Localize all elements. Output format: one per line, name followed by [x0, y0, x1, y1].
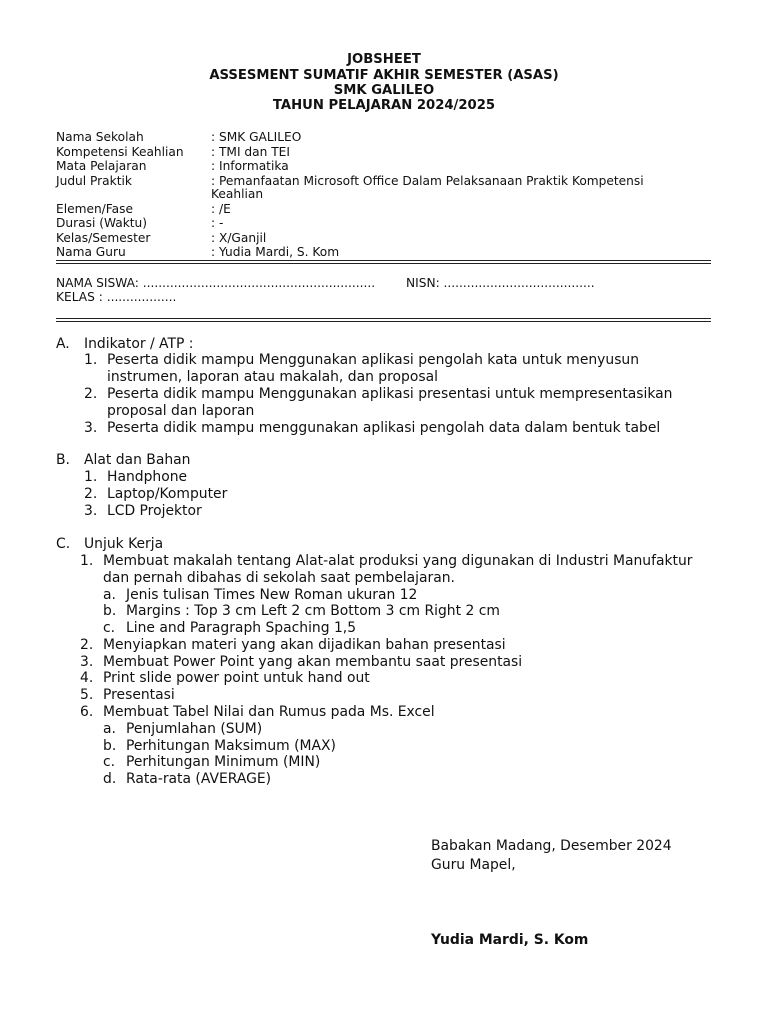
sublist-item: Rata-rata (AVERAGE) — [126, 771, 272, 787]
info-value: : Yudia Mardi, S. Kom — [211, 245, 340, 259]
info-value-continued: Keahlian — [211, 187, 264, 201]
list-item: LCD Projektor — [107, 503, 202, 519]
divider — [56, 260, 711, 261]
section-marker: A. — [56, 336, 70, 352]
school-year: TAHUN PELAJARAN 2024/2025 — [272, 98, 496, 113]
info-value: : /E — [211, 201, 231, 216]
list-item: Peserta didik mampu menggunakan aplikasi pengolah data dalam bentuk tabel — [107, 420, 661, 436]
info-value: : X/Ganjil — [211, 230, 267, 245]
info-label: Nama Sekolah — [56, 130, 144, 144]
school-name: SMK GALILEO — [333, 83, 435, 98]
list-item: Handphone — [107, 469, 188, 485]
info-label: Durasi (Waktu) — [56, 216, 148, 230]
sublist-item: Line and Paragraph Spaching 1,5 — [126, 620, 357, 636]
sublist-marker: c. — [103, 620, 116, 636]
list-number: 4. — [80, 670, 94, 686]
student-class-field: KELAS : .................. — [56, 290, 177, 304]
divider — [56, 318, 711, 319]
info-label: Kelas/Semester — [56, 230, 151, 245]
student-name-field: NAMA SISWA: ............................................................ — [56, 276, 376, 290]
list-item-continued: instrumen, laporan atau makalah, dan proposal — [107, 369, 438, 385]
list-item: Membuat Power Point yang akan membantu saat presentasi — [103, 654, 523, 670]
list-item: Menyiapkan materi yang akan dijadikan bahan presentasi — [103, 637, 506, 653]
list-item: Presentasi — [103, 687, 175, 703]
section-title: Alat dan Bahan — [84, 452, 191, 468]
list-item: Laptop/Komputer — [107, 486, 228, 502]
sublist-marker: a. — [103, 587, 116, 603]
list-number: 3. — [84, 503, 98, 519]
section-marker: C. — [56, 536, 71, 552]
list-number: 2. — [84, 386, 98, 402]
info-label: Elemen/Fase — [56, 201, 133, 216]
list-number: 5. — [80, 687, 94, 703]
list-number: 3. — [80, 654, 94, 670]
list-item-continued: dan pernah dibahas di sekolah saat pembelajaran. — [103, 570, 455, 586]
info-table — [56, 130, 711, 260]
info-label: Judul Praktik — [56, 173, 132, 188]
list-number: 1. — [80, 553, 94, 569]
section-title: Indikator / ATP : — [84, 336, 194, 352]
list-item: Membuat makalah tentang Alat-alat produksi yang digunakan di Industri Manufaktur — [103, 553, 693, 569]
list-item: Peserta didik mampu Menggunakan aplikasi presentasi untuk mempresentasikan — [107, 386, 673, 402]
section-marker: B. — [56, 452, 70, 468]
sublist-marker: c. — [103, 754, 116, 770]
divider — [56, 321, 711, 322]
signer-role: Guru Mapel, — [431, 857, 516, 873]
list-number: 3. — [84, 420, 98, 436]
sublist-marker: a. — [103, 721, 116, 737]
doc-subtitle: ASSESMENT SUMATIF AKHIR SEMESTER (ASAS) — [209, 68, 559, 83]
sublist-item: Jenis tulisan Times New Roman ukuran 12 — [126, 587, 418, 603]
sublist-item: Penjumlahan (SUM) — [126, 721, 263, 737]
sublist-marker: b. — [103, 738, 117, 754]
list-item: Print slide power point untuk hand out — [103, 670, 370, 686]
list-item-continued: proposal dan laporan — [107, 403, 255, 419]
list-number: 2. — [84, 486, 98, 502]
info-value: : TMI dan TEI — [211, 144, 290, 159]
sublist-item: Margins : Top 3 cm Left 2 cm Bottom 3 cm Right 2 cm — [126, 603, 500, 619]
list-number: 6. — [80, 704, 94, 720]
info-value: : SMK GALILEO — [211, 130, 302, 144]
doc-title: JOBSHEET — [347, 52, 421, 67]
place-date: Babakan Madang, Desember 2024 — [431, 838, 672, 854]
student-nisn-field: NISN: ....................................... — [406, 276, 595, 290]
list-number: 1. — [84, 352, 98, 368]
info-label: Kompetensi Keahlian — [56, 144, 184, 159]
list-item: Membuat Tabel Nilai dan Rumus pada Ms. Excel — [103, 704, 435, 720]
signer-name: Yudia Mardi, S. Kom — [431, 932, 589, 948]
section-title: Unjuk Kerja — [84, 536, 164, 552]
sublist-item: Perhitungan Minimum (MIN) — [126, 754, 321, 770]
info-value: : Informatika — [211, 159, 289, 173]
info-value: : - — [211, 216, 224, 230]
list-number: 2. — [80, 637, 94, 653]
list-number: 1. — [84, 469, 98, 485]
sublist-marker: d. — [103, 771, 117, 787]
info-label: Mata Pelajaran — [56, 159, 147, 173]
divider — [56, 263, 711, 264]
sublist-item: Perhitungan Maksimum (MAX) — [126, 738, 336, 754]
info-label: Nama Guru — [56, 245, 126, 259]
list-item: Peserta didik mampu Menggunakan aplikasi pengolah kata untuk menyusun — [107, 352, 640, 368]
sublist-marker: b. — [103, 603, 117, 619]
info-value: : Pemanfaatan Microsoft Office Dalam Pelaksanaan Praktik Kompetensi — [211, 173, 644, 188]
